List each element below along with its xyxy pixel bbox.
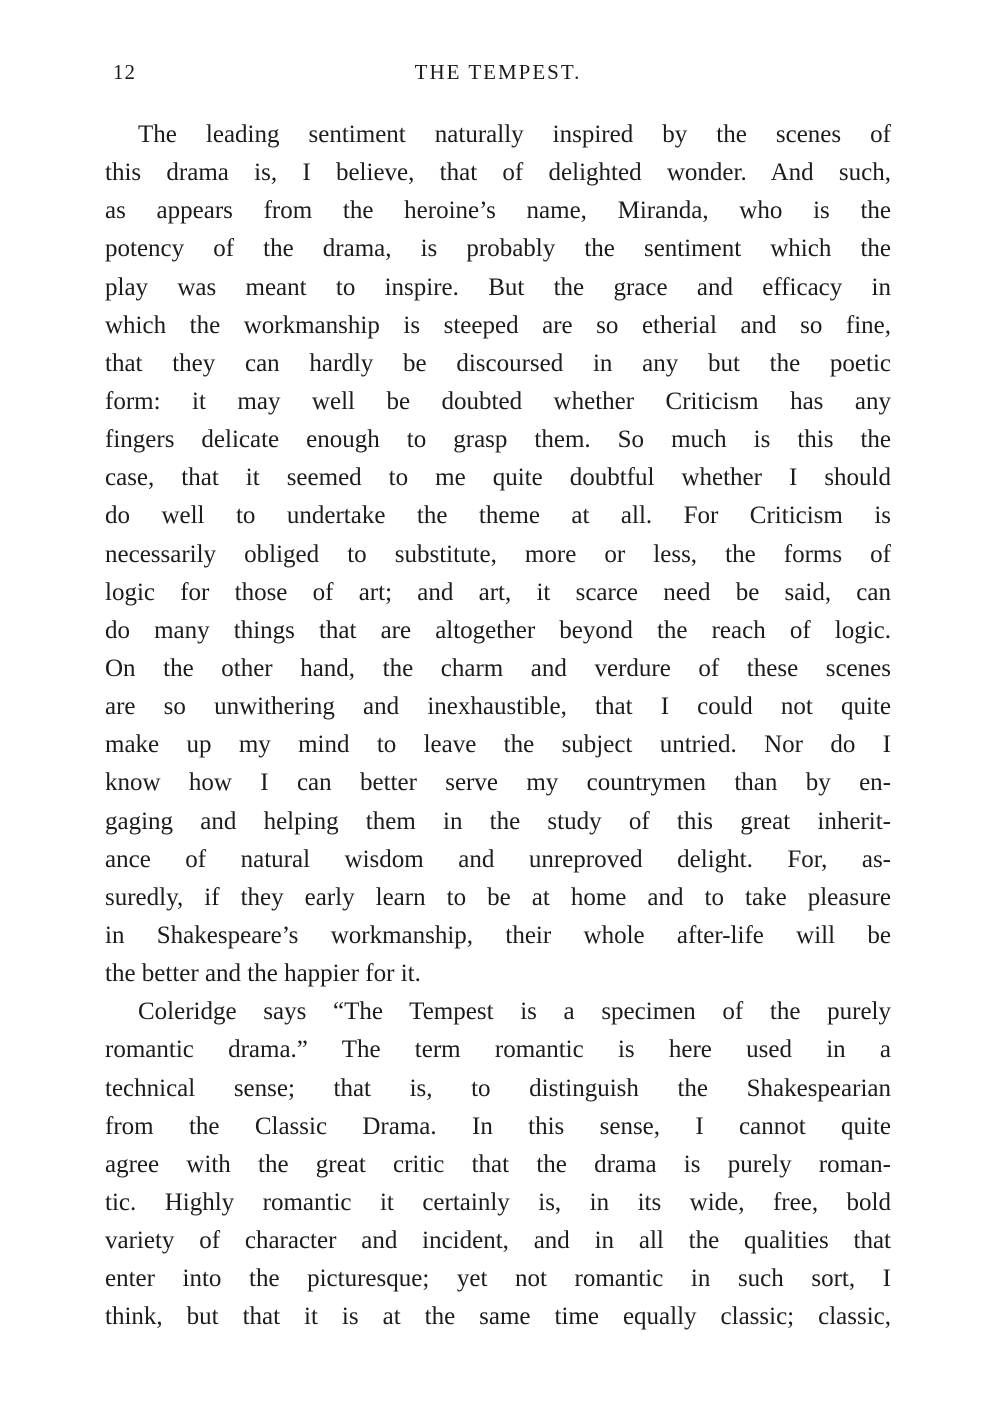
text-line: Coleridge says “The Tempest is a specimen of the purely: [138, 998, 891, 1026]
text-line: variety of character and incident, and in all the qualities that: [105, 1227, 891, 1255]
text-line: The leading sentiment naturally inspired by the scenes of: [138, 121, 891, 148]
text-line: potency of the drama, is probably the sentiment which the: [105, 235, 891, 263]
body-text: [105, 116, 891, 1337]
text-line: think, but that it is at the same time equally classic; classic,: [105, 1303, 891, 1331]
paragraph: [105, 116, 891, 993]
text-line: fingers delicate enough to grasp them. So much is this the: [105, 426, 891, 454]
text-line: enter into the picturesque; yet not romantic in such sort, I: [105, 1265, 891, 1293]
text-line: ance of natural wisdom and unreproved delight. For, as-: [105, 845, 891, 873]
text-line: play was meant to inspire. But the grace and efficacy in: [105, 273, 891, 301]
text-line: which the workmanship is steeped are so etherial and so fine,: [105, 311, 891, 339]
text-line: that they can hardly be discoursed in any but the poetic: [105, 349, 891, 377]
text-line: do well to undertake the theme at all. For Criticism is: [105, 502, 891, 530]
text-line: case, that it seemed to me quite doubtful whether I should: [105, 464, 891, 492]
text-line: from the Classic Drama. In this sense, I cannot quite: [105, 1112, 891, 1140]
text-line: the better and the happier for it.: [105, 960, 421, 988]
running-title: THE TEMPEST.: [414, 60, 582, 84]
text-line: On the other hand, the charm and verdure of these scenes: [105, 654, 891, 682]
text-line: necessarily obliged to substitute, more or less, the forms of: [105, 540, 891, 568]
text-line: suredly, if they early learn to be at home and to take pleasure: [105, 883, 891, 911]
text-line: know how I can better serve my countrymen than by en-: [105, 769, 891, 797]
text-line: tic. Highly romantic it certainly is, in its wide, free, bold: [105, 1188, 891, 1216]
running-head: [105, 58, 891, 88]
text-line: form: it may well be doubted whether Criticism has any: [105, 387, 891, 415]
text-line: are so unwithering and inexhaustible, that I could not quite: [105, 693, 891, 721]
text-line: gaging and helping them in the study of this great inherit-: [105, 807, 891, 835]
text-line: technical sense; that is, to distinguish the Shakespearian: [105, 1074, 891, 1102]
text-line: this drama is, I believe, that of delighted wonder. And such,: [105, 159, 891, 187]
text-line: agree with the great critic that the drama is purely roman-: [105, 1150, 891, 1178]
text-line: romantic drama.” The term romantic is here used in a: [105, 1036, 891, 1064]
paragraph: [105, 993, 891, 1336]
text-line: make up my mind to leave the subject untried. Nor do I: [105, 731, 891, 759]
page-number: 12: [113, 60, 136, 84]
text-line: logic for those of art; and art, it scarce need be said, can: [105, 578, 891, 606]
text-line: in Shakespeare’s workmanship, their whole after-life will be: [105, 921, 891, 949]
text-line: as appears from the heroine’s name, Miranda, who is the: [105, 197, 891, 225]
text-line: do many things that are altogether beyond the reach of logic.: [105, 616, 891, 644]
